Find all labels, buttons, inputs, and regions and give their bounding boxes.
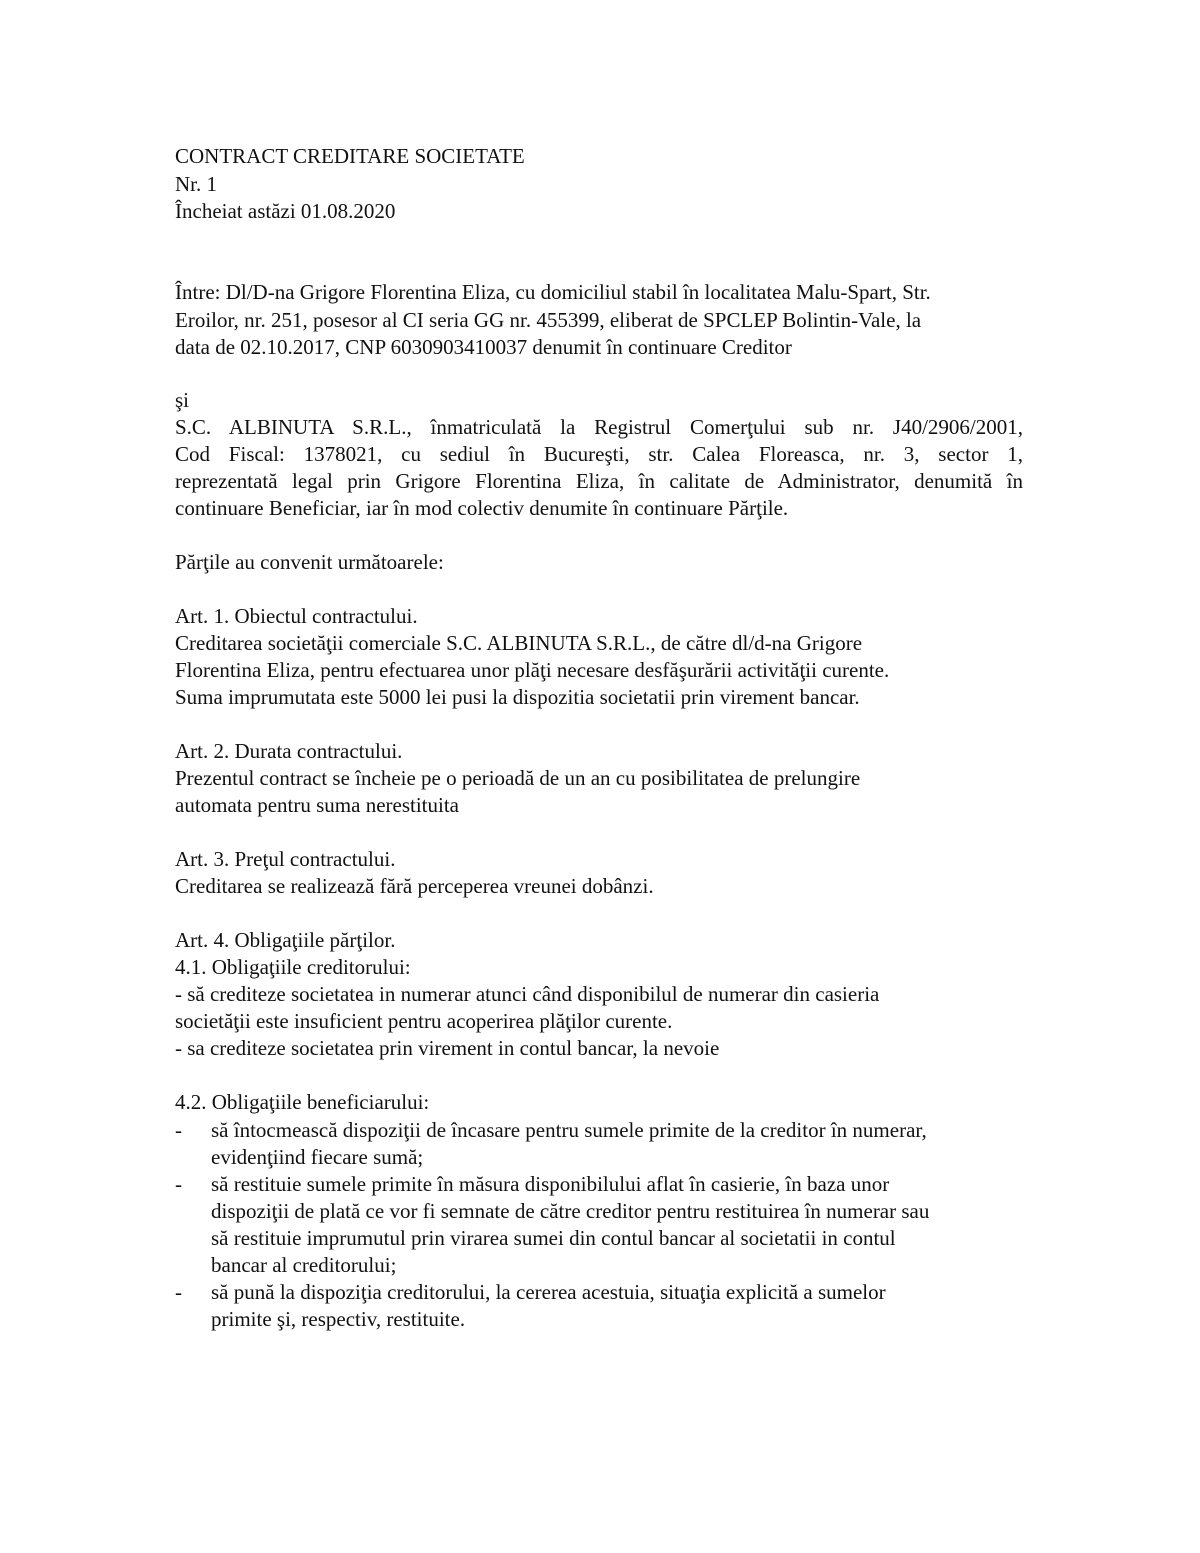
obligation-item-line: să pună la dispoziţia creditorului, la cererea acestuia, situaţia explicită a sumelor (211, 1280, 886, 1304)
obligation-item-line: bancar al creditorului; (211, 1253, 397, 1277)
obligation-item-line: să restituie imprumutul prin virarea sumei din contul bancar al societatii in contul (211, 1226, 896, 1250)
bullet-marker: - (175, 1118, 182, 1142)
art4-sub2-heading: 4.2. Obligaţiile beneficiarului: (175, 1090, 430, 1114)
art4-sub1-heading: 4.1. Obligaţiile creditorului: (175, 955, 411, 979)
contract-title: CONTRACT CREDITARE SOCIETATE (175, 144, 525, 168)
art2-heading: Art. 2. Durata contractului. (175, 739, 403, 763)
art3-heading: Art. 3. Preţul contractului. (175, 847, 396, 871)
party2-line: S.C. ALBINUTA S.R.L., înmatriculată la Registrul Comerţului sub nr. J40/2906/2001, (175, 415, 1023, 439)
art1-heading: Art. 1. Obiectul contractului. (175, 604, 418, 628)
art4-sub1-line: - sa crediteze societatea prin virement in contul bancar, la nevoie (175, 1036, 720, 1060)
conjunction: şi (175, 388, 190, 412)
obligation-item-line: primite şi, respectiv, restituite. (211, 1307, 466, 1331)
contract-date: Încheiat astăzi 01.08.2020 (175, 199, 396, 223)
party2-line: continuare Beneficiar, iar în mod colectiv denumite în continuare Părţile. (175, 496, 789, 520)
party2-line: Cod Fiscal: 1378021, cu sediul în Bucureşti, str. Calea Floreasca, nr. 3, sector 1, (175, 442, 1023, 466)
art1-line: Suma imprumutata este 5000 lei pusi la dispozitia societatii prin virement bancar. (175, 685, 860, 709)
obligation-item-line: să restituie sumele primite în măsura disponibilului aflat în casierie, în baza unor (211, 1172, 890, 1196)
obligation-item-line: dispoziţii de plată ce vor fi semnate de către creditor pentru restituirea în numerar sau (211, 1199, 930, 1223)
party1-line: Între: Dl/D-na Grigore Florentina Eliza, cu domiciliul stabil în localitatea Malu-Spart, Str. (175, 280, 931, 304)
agreement-intro: Părţile au convenit următoarele: (175, 550, 444, 574)
bullet-marker: - (175, 1172, 182, 1196)
party1-line: data de 02.10.2017, CNP 6030903410037 denumit în continuare Creditor (175, 335, 792, 359)
party2-line: reprezentată legal prin Grigore Florentina Eliza, în calitate de Administrator, denumită în (175, 469, 1023, 493)
art1-line: Florentina Eliza, pentru efectuarea unor plăţi necesare desfăşurării activităţii curente. (175, 658, 890, 682)
obligation-item-line: evidenţiind fiecare sumă; (211, 1145, 424, 1169)
obligation-item-line: să întocmească dispoziţii de încasare pentru sumele primite de la creditor în numerar, (211, 1118, 927, 1142)
art2-line: automata pentru suma nerestituita (175, 793, 459, 817)
contract-number: Nr. 1 (175, 172, 217, 196)
bullet-marker: - (175, 1280, 182, 1304)
art1-line: Creditarea societăţii comerciale S.C. ALBINUTA S.R.L., de către dl/d-na Grigore (175, 631, 863, 655)
art3-line: Creditarea se realizează fără perceperea vreunei dobânzi. (175, 874, 654, 898)
art2-line: Prezentul contract se încheie pe o perioadă de un an cu posibilitatea de prelungire (175, 766, 861, 790)
art4-heading: Art. 4. Obligaţiile părţilor. (175, 928, 396, 952)
art4-sub1-line: societăţii este insuficient pentru acoperirea plăţilor curente. (175, 1009, 673, 1033)
art4-sub1-line: - să crediteze societatea in numerar atunci când disponibilul de numerar din casieria (175, 982, 880, 1006)
party1-line: Eroilor, nr. 251, posesor al CI seria GG nr. 455399, eliberat de SPCLEP Bolintin-Vale, la (175, 308, 922, 332)
